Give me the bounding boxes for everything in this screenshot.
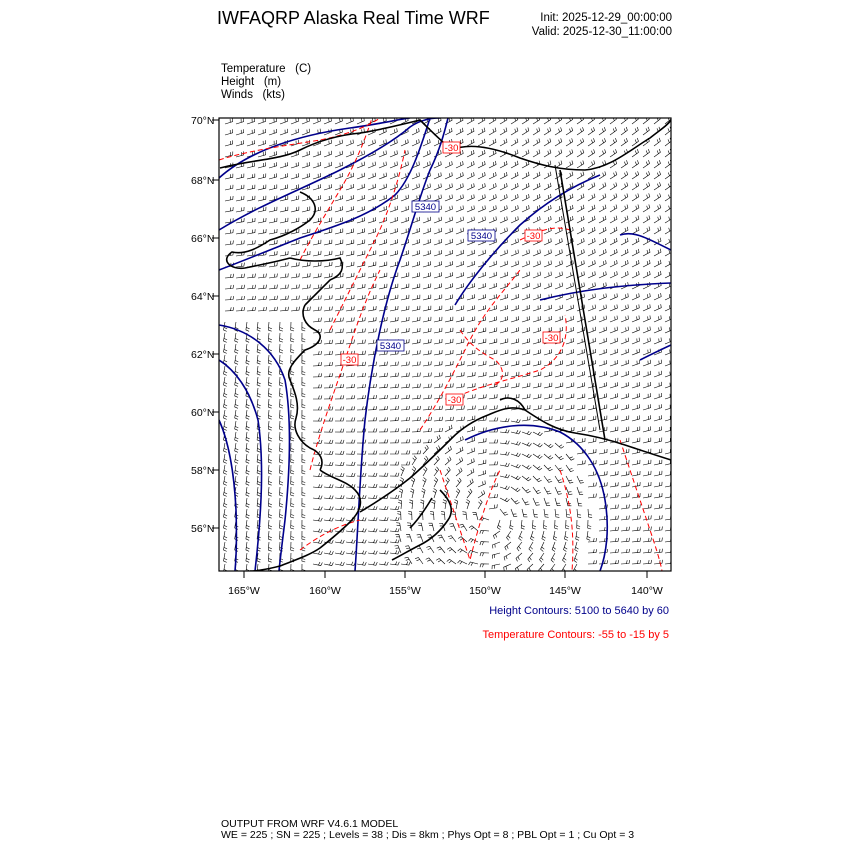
height-contours-legend: Height Contours: 5100 to 5640 by 60 (489, 605, 669, 617)
lat-label: 62°N (191, 349, 215, 361)
lat-label: 60°N (191, 407, 215, 419)
temperature-contours-legend: Temperature Contours: -55 to -15 by 5 (482, 629, 669, 641)
model-info-line: OUTPUT FROM WRF V4.6.1 MODEL (221, 818, 399, 830)
height-contour-label: 5340 (470, 231, 493, 242)
lon-label: 140°W (631, 585, 663, 597)
init-time: Init: 2025-12-29_00:00:00 (540, 12, 672, 24)
variable-temperature: Temperature (C) (221, 63, 312, 75)
height-contour-label: 5340 (379, 341, 402, 352)
temp-contour-label: -30 (544, 333, 559, 344)
lat-label: 58°N (191, 465, 215, 477)
lat-label: 70°N (191, 115, 215, 127)
lon-label: 155°W (389, 585, 421, 597)
temp-contour-label: -30 (444, 143, 459, 154)
valid-time: Valid: 2025-12-30_11:00:00 (531, 26, 672, 38)
lat-label: 56°N (191, 523, 215, 535)
plot-title: IWFAQRP Alaska Real Time WRF (217, 8, 490, 28)
lon-label: 160°W (309, 585, 341, 597)
model-config-line: WE = 225 ; SN = 225 ; Levels = 38 ; Dis = 8km ; Phys Opt = 8 ; PBL Opt = 1 ; Cu Opt = 3 (221, 829, 635, 841)
lat-label: 68°N (191, 175, 215, 187)
temp-contour-label: -30 (342, 355, 357, 366)
temp-contour-label: -30 (447, 395, 462, 406)
lon-label: 150°W (469, 585, 501, 597)
variable-winds: Winds (kts) (221, 89, 285, 101)
lon-label: 145°W (549, 585, 581, 597)
lat-label: 64°N (191, 291, 215, 303)
lat-label: 66°N (191, 233, 215, 245)
height-contour-label: 5340 (414, 202, 437, 213)
variable-height: Height (m) (221, 76, 282, 88)
temp-contour-label: -30 (526, 231, 541, 242)
lon-label: 165°W (228, 585, 260, 597)
